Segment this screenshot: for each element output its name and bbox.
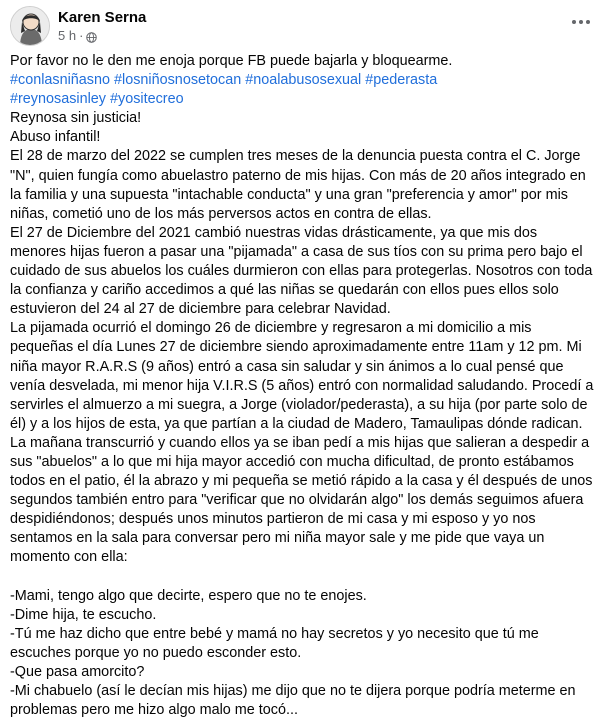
post-paragraph: La mañana transcurrió y cuando ellos ya se iban pedí a mis hijas que salieran a despedir a sus "abuelos" a lo que mi hija mayor accedió con mucha dificultad, de pronto estábamos todos en el patio, él la abrazo y mi pequeña se metió rápido a la casa y él después de unos segundos también entro para "verificar que no olvidarán algo" los demás seguimos afuera despidiéndonos; después unos minutos partieron de mi casa y mi esposo y yo nos sentamos en la sala para conversar pero mi niña mayor sale y me pide que vaya un momento con ella: (10, 434, 593, 566)
author-name[interactable]: Karen Serna (58, 9, 147, 26)
more-dots-icon[interactable] (567, 12, 595, 32)
post-paragraph: Abuso infantil! (10, 129, 101, 146)
dialog-line: -Mami, tengo algo que decirte, espero que no te enojes. (10, 587, 367, 604)
post-intro: Por favor no le den me enoja porque FB puede bajarla y bloquearme. (10, 53, 453, 69)
globe-icon (86, 31, 97, 42)
post-time[interactable]: 5 h (58, 28, 77, 43)
post-meta (58, 6, 146, 44)
dialog-line: -Dime hija, te escucho. (10, 606, 157, 623)
dialog-line: -Que pasa amorcito? (10, 663, 145, 680)
post-paragraph: El 27 de Diciembre del 2021 cambió nuestras vidas drásticamente, ya que mis dos menores hijas fueron a pasar una "pijamada" a casa de sus tíos con su prima pero bajo el cuidado de sus abuelos los cuáles durmieron con ellas para protegerlas. Nosotros con toda la confianza y cariño accedimos a qué las niñas se quedarán con ellos pues ellos solo estuvieron del 24 al 27 de diciembre para celebrar Navidad. (10, 224, 593, 318)
post-paragraph: El 28 de marzo del 2022 se cumplen tres meses de la denuncia puesta contra el C. Jorge "N", quien fungía como abuelastro paterno de mis hijas. Con más de 20 años integrado en la familia y una supuesta "intachable conducta" y una gran "preferencia y amor" por mis niñas, cometió uno de los más perversos actos en contra de ellas. (10, 148, 586, 222)
post-time-row (58, 28, 146, 44)
time-separator: · (79, 28, 84, 43)
dialog-line: -Mi chabuelo (así le decían mis hijas) me dijo que no te dijera porque podría meterme en problemas pero me hizo algo malo me tocó... (10, 683, 576, 719)
post-paragraph: Reynosa sin justicia! (10, 110, 142, 127)
paragraph-gap (10, 568, 597, 587)
post-body (10, 52, 597, 720)
hashtag-line[interactable]: #conlasniñasno #losniñosnosetocan #noalabusosexual #pederasta (10, 72, 438, 89)
post-paragraph: La pijamada ocurrió el domingo 26 de diciembre y regresaron a mi domicilio a mis pequeñas el día Lunes 27 de diciembre siendo aproximadamente entre 11am y 12 pm. Mi niña mayor R.A.R.S (9 años) entró a casa sin saludar y sin ánimos a lo cual pensé que venía desvelada, mi menor hija V.I.R.S (5 años) entró con normalidad saludando. Procedí a servirles el almuerzo a mi suegra, a Jorge (violador/pederasta), a su hija (por parte solo de él) y a los hijos de esta, ya que partían a la ciudad de Madero, Tamaulipas dónde radican. (10, 320, 594, 432)
hashtag-line[interactable]: #reynosasinley #yositecreo (10, 91, 184, 108)
author-avatar[interactable] (10, 6, 50, 46)
dialog-line: -Tú me haz dicho que entre bebé y mamá no hay secretos y yo necesito que tú me escuches porque yo no puedo esconder esto. (10, 625, 539, 661)
post-header (10, 0, 597, 52)
